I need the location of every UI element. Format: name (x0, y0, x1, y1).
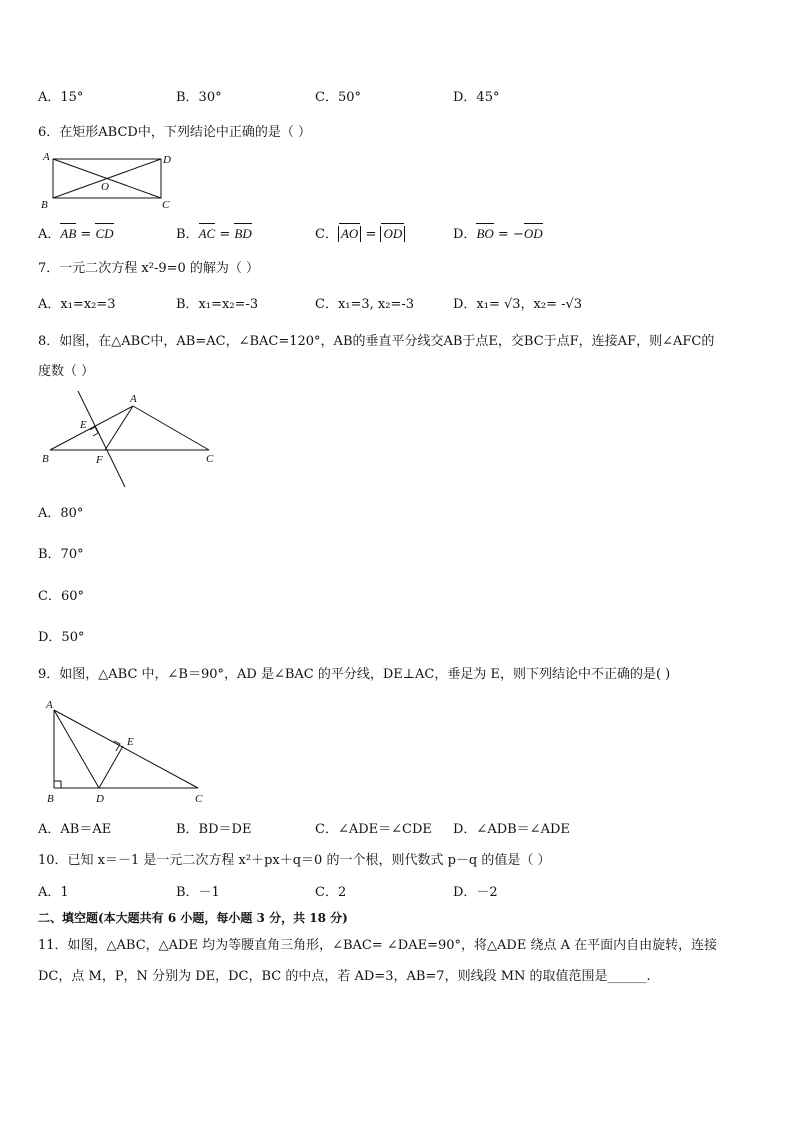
q8-triangle-figure (38, 388, 228, 494)
q11-line1: 11．如图，△ABC，△ADE 均为等腰直角三角形，∠BAC= ∠DAE=90°，将△ADE 绕点 A 在平面内自由旋转，连接 (38, 938, 718, 953)
q8-stem-line2: 度数（ ） (38, 364, 95, 379)
q9-option-a: A．AB＝AE (38, 822, 112, 837)
q9-label-c: C (195, 793, 203, 805)
q9-label-a: A (46, 699, 53, 711)
q9-label-b: B (47, 793, 54, 805)
q9-option-b: B．BD＝DE (176, 822, 252, 837)
q6-label-c: C (162, 199, 170, 210)
q8-option-b: B．70° (38, 547, 84, 562)
q6-label-d: D (163, 154, 171, 166)
q9-triangle-figure (38, 696, 213, 812)
q9-stem: 9．如图，△ABC 中，∠B＝90°，AD 是∠BAC 的平分线，DE⊥AC，垂足为 E，则下列结论中不正确的是( ) (38, 667, 671, 682)
q6-label-b: B (41, 199, 48, 210)
q9-option-c: C．∠ADE＝∠CDE (315, 822, 432, 837)
q5-option-d: D．45° (453, 90, 500, 105)
q11-line2: DC，点 M，P，N 分别为 DE，DC，BC 的中点，若 AD=3，AB=7，则线段 MN 的取值范围是______. (38, 969, 651, 984)
q7-stem: 7．一元二次方程 x²-9=0 的解为（ ） (38, 261, 260, 276)
q6-label-o: O (101, 181, 109, 193)
q7-option-d: D．x₁= √3，x₂= -√3 (453, 297, 583, 312)
q7-option-a: A．x₁=x₂=3 (38, 297, 116, 312)
q9-label-d: D (96, 793, 104, 805)
q10-option-b: B．－1 (176, 885, 220, 900)
q8-option-d: D．50° (38, 630, 85, 645)
q9-label-e: E (127, 736, 134, 748)
q8-label-e: E (80, 419, 87, 431)
q8-option-c: C．60° (38, 589, 84, 604)
q8-option-a: A．80° (38, 506, 84, 521)
q8-label-b: B (42, 453, 49, 465)
q7-option-c: C．x₁=3, x₂=-3 (315, 297, 415, 312)
q6-rectangle-figure (38, 150, 178, 214)
q5-option-a: A．15° (38, 90, 84, 105)
q5-option-b: B．30° (176, 90, 222, 105)
q6-stem: 6．在矩形ABCD中，下列结论中正确的是（ ） (38, 125, 311, 140)
q9-option-d: D．∠ADB＝∠ADE (453, 822, 570, 837)
q8-label-a: A (130, 393, 137, 405)
q6-option-b: B．AC = BD (176, 226, 252, 242)
q10-option-a: A．1 (38, 885, 69, 900)
q6-option-a: A．AB = CD (38, 226, 114, 242)
q6-label-a: A (43, 151, 50, 163)
q10-option-c: C．2 (315, 885, 347, 900)
q10-option-d: D．－2 (453, 885, 498, 900)
q7-option-b: B．x₁=x₂=-3 (176, 297, 259, 312)
q8-stem-line1: 8．如图，在△ABC中，AB=AC，∠BAC=120°，AB的垂直平分线交AB于点E，交BC于点F，连接AF，则∠AFC的 (38, 334, 715, 349)
q5-option-c: C．50° (315, 90, 361, 105)
section-heading-fill-in: 二、填空题(本大题共有 6 小题，每小题 3 分，共 18 分) (38, 911, 348, 925)
q6-option-d: D．BO = −OD (453, 226, 543, 242)
q8-label-c: C (206, 453, 214, 465)
q10-stem: 10．已知 x＝－1 是一元二次方程 x²＋px＋q＝0 的一个根，则代数式 p－q 的值是（ ） (38, 853, 551, 868)
q8-label-f: F (96, 454, 103, 466)
q6-option-c: C． AO = OD (315, 226, 405, 243)
